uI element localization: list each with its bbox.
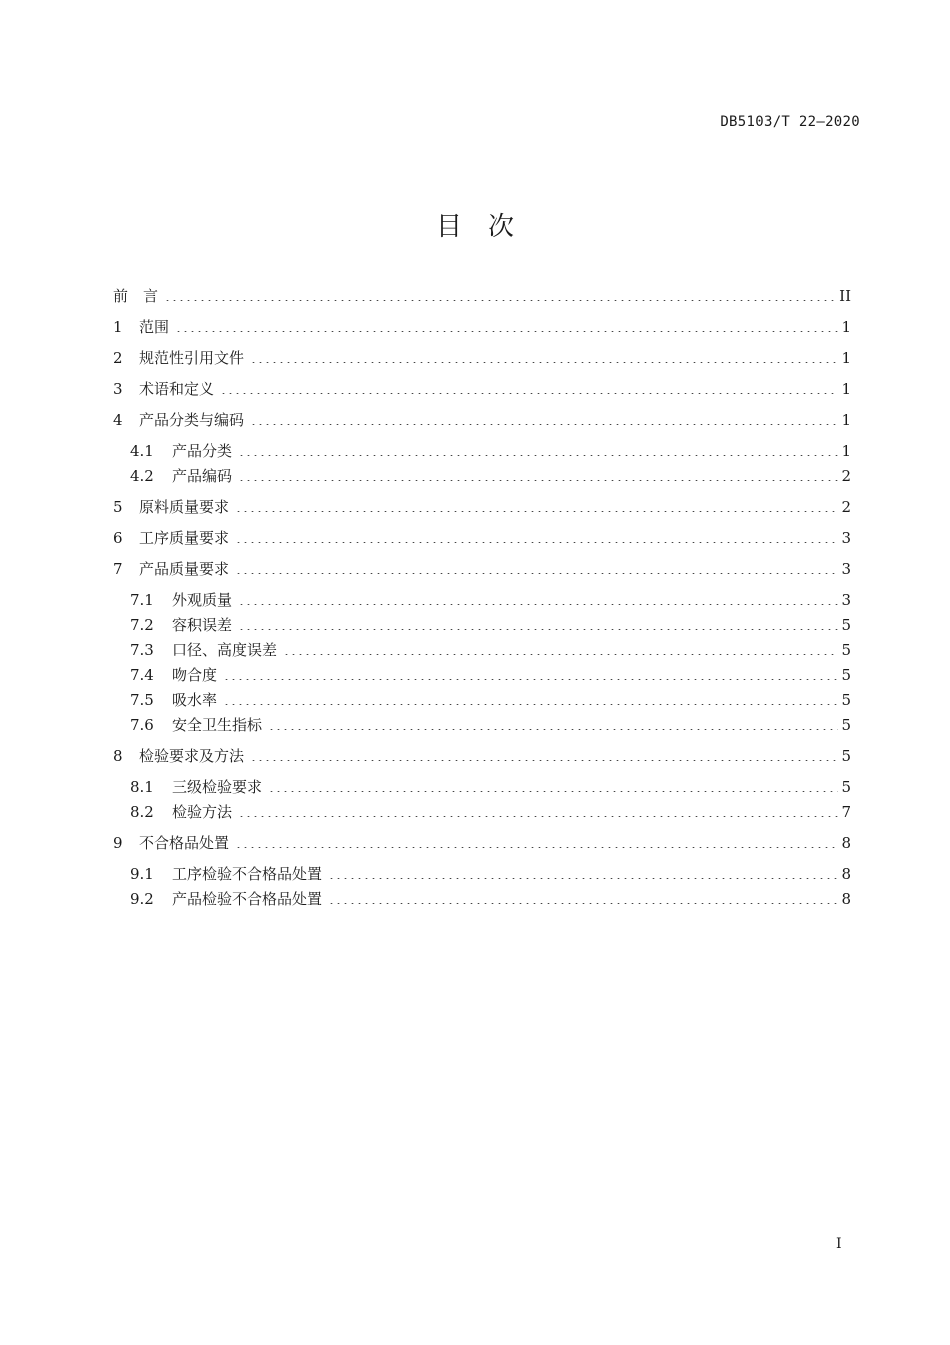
page-title: 目次 (435, 212, 540, 242)
toc-entry-title: 不合格品处置 (139, 834, 230, 852)
toc-entry-number: 7.3 (130, 641, 154, 659)
toc-entry-page: 1 (841, 411, 851, 429)
toc-entry-label (130, 466, 232, 486)
toc-entry-number: 7.6 (130, 716, 154, 734)
toc-dot-leader (238, 620, 838, 630)
toc-entry[interactable] (113, 864, 851, 884)
toc-entry-page: 5 (841, 716, 851, 734)
toc-dot-leader (175, 322, 838, 332)
toc-entry-label (130, 615, 232, 635)
toc-entry-title: 吸水率 (172, 691, 218, 709)
toc-dot-leader (238, 807, 838, 817)
toc-entry-title: 产品质量要求 (139, 560, 230, 578)
toc-dot-leader (164, 291, 836, 301)
toc-entry-title: 范围 (139, 318, 170, 336)
toc-dot-leader (235, 838, 838, 848)
toc-entry-number: 7.2 (130, 616, 154, 634)
toc-entry-label (130, 665, 217, 685)
toc-entry-number: 7.1 (130, 591, 154, 609)
toc-dot-leader (283, 645, 838, 655)
toc-entry-title: 前 言 (113, 287, 159, 305)
toc-entry[interactable] (113, 410, 851, 430)
toc-entry-title: 检验要求及方法 (139, 747, 245, 765)
toc-entry[interactable] (113, 590, 851, 610)
toc-entry[interactable] (113, 559, 851, 579)
toc-dot-leader (250, 353, 838, 363)
toc-entry-page: 3 (841, 591, 851, 609)
toc-entry-number: 5 (113, 498, 123, 516)
toc-entry-title: 工序检验不合格品处置 (172, 865, 323, 883)
toc-entry-title: 产品检验不合格品处置 (172, 890, 323, 908)
toc-entry-page: 5 (841, 666, 851, 684)
toc-entry-number: 8.2 (130, 803, 154, 821)
toc-entry[interactable] (113, 379, 851, 399)
toc-entry-title: 术语和定义 (139, 380, 215, 398)
toc-entry-number: 9 (113, 834, 123, 852)
toc-entry[interactable] (113, 665, 851, 685)
toc-entry-number: 8.1 (130, 778, 154, 796)
toc-entry-title: 检验方法 (172, 803, 233, 821)
toc-entry[interactable] (113, 640, 851, 660)
toc-entry-number: 3 (113, 380, 123, 398)
toc-entry-page: 8 (841, 834, 851, 852)
toc-entry-label (130, 590, 232, 610)
toc-entry-label (113, 528, 229, 548)
toc-entry-label (130, 640, 277, 660)
toc-entry-label (130, 802, 232, 822)
page-number: I (836, 1236, 842, 1252)
toc-entry-title: 工序质量要求 (139, 529, 230, 547)
toc-dot-leader (238, 471, 838, 481)
toc-dot-leader (268, 720, 838, 730)
toc-entry-page: 5 (841, 691, 851, 709)
toc-entry[interactable] (113, 286, 851, 306)
toc-entry-page: 8 (841, 865, 851, 883)
toc-entry-label (130, 864, 322, 884)
toc-dot-leader (235, 533, 838, 543)
toc-entry-label (130, 777, 262, 797)
toc-entry-page: 5 (841, 616, 851, 634)
toc-entry-title: 口径、高度误差 (172, 641, 278, 659)
toc-entry-label (130, 690, 217, 710)
toc-entry-page: 1 (841, 349, 851, 367)
toc-entry-label (113, 833, 229, 853)
toc-entry-title: 规范性引用文件 (139, 349, 245, 367)
toc-entry[interactable] (113, 528, 851, 548)
toc-entry[interactable] (113, 833, 851, 853)
toc-entry[interactable] (113, 615, 851, 635)
toc-entry-number: 1 (113, 318, 123, 336)
toc-entry-number: 8 (113, 747, 123, 765)
toc-entry-number: 9.1 (130, 865, 154, 883)
toc-entry-page: 5 (841, 778, 851, 796)
toc-entry-label (113, 746, 244, 766)
toc-entry-title: 产品编码 (172, 467, 233, 485)
toc-entry-label (130, 889, 322, 909)
toc-dot-leader (235, 502, 838, 512)
toc-entry[interactable] (113, 317, 851, 337)
toc-entry-number: 4.1 (130, 442, 154, 460)
toc-dot-leader (235, 564, 838, 574)
toc-entry[interactable] (113, 497, 851, 517)
toc-entry-page: 1 (841, 380, 851, 398)
toc-dot-leader (250, 415, 838, 425)
toc-entry-title: 原料质量要求 (139, 498, 230, 516)
toc-dot-leader (220, 384, 838, 394)
toc-dot-leader (328, 894, 838, 904)
toc-entry-label (113, 379, 214, 399)
toc-dot-leader (223, 695, 838, 705)
toc-entry-label (130, 441, 232, 461)
toc-entry-title: 产品分类 (172, 442, 233, 460)
toc-dot-leader (238, 446, 838, 456)
toc-entry-page: 5 (841, 641, 851, 659)
toc-entry-title: 产品分类与编码 (139, 411, 245, 429)
toc-entry-label (130, 715, 262, 735)
toc-entry-page: 1 (841, 442, 851, 460)
toc-entry[interactable] (113, 715, 851, 735)
toc-entry-number: 2 (113, 349, 123, 367)
toc-entry-label (113, 497, 229, 517)
toc-entry-number: 6 (113, 529, 123, 547)
toc-dot-leader (223, 670, 838, 680)
toc-entry-page: 8 (841, 890, 851, 908)
toc-entry-label (113, 559, 229, 579)
toc-entry-title: 外观质量 (172, 591, 233, 609)
toc-entry-page: II (839, 287, 851, 305)
toc-entry-label (113, 410, 244, 430)
toc-entry-title: 三级检验要求 (172, 778, 263, 796)
toc-entry-label (113, 317, 169, 337)
toc-entry-number: 7.5 (130, 691, 154, 709)
toc-entry-page: 1 (841, 318, 851, 336)
toc-entry[interactable] (113, 690, 851, 710)
toc-entry-page: 5 (841, 747, 851, 765)
toc-entry-page: 7 (841, 803, 851, 821)
toc-dot-leader (268, 782, 838, 792)
toc-entry-number: 9.2 (130, 890, 154, 908)
toc-entry-number: 4 (113, 411, 123, 429)
toc-entry-page: 3 (841, 529, 851, 547)
toc-entry-number: 4.2 (130, 467, 154, 485)
toc-entry-label (113, 286, 158, 306)
toc-entry-number: 7.4 (130, 666, 154, 684)
toc-entry-title: 容积误差 (172, 616, 233, 634)
toc-dot-leader (238, 595, 838, 605)
toc-entry-page: 2 (841, 467, 851, 485)
toc-entry-title: 吻合度 (172, 666, 218, 684)
toc-entry-title: 安全卫生指标 (172, 716, 263, 734)
toc-entry[interactable] (113, 466, 851, 486)
toc-entry-page: 3 (841, 560, 851, 578)
toc-entry[interactable] (113, 746, 851, 766)
toc-dot-leader (328, 869, 838, 879)
toc-dot-leader (250, 751, 838, 761)
toc-entry-label (113, 348, 244, 368)
toc-entry[interactable] (113, 802, 851, 822)
toc-entry[interactable] (113, 441, 851, 461)
toc-entry[interactable] (113, 889, 851, 909)
toc-entry-number: 7 (113, 560, 123, 578)
toc-entry[interactable] (113, 348, 851, 368)
toc-entry-page: 2 (841, 498, 851, 516)
toc-entry[interactable] (113, 777, 851, 797)
document-code: DB5103/T 22—2020 (720, 114, 860, 130)
